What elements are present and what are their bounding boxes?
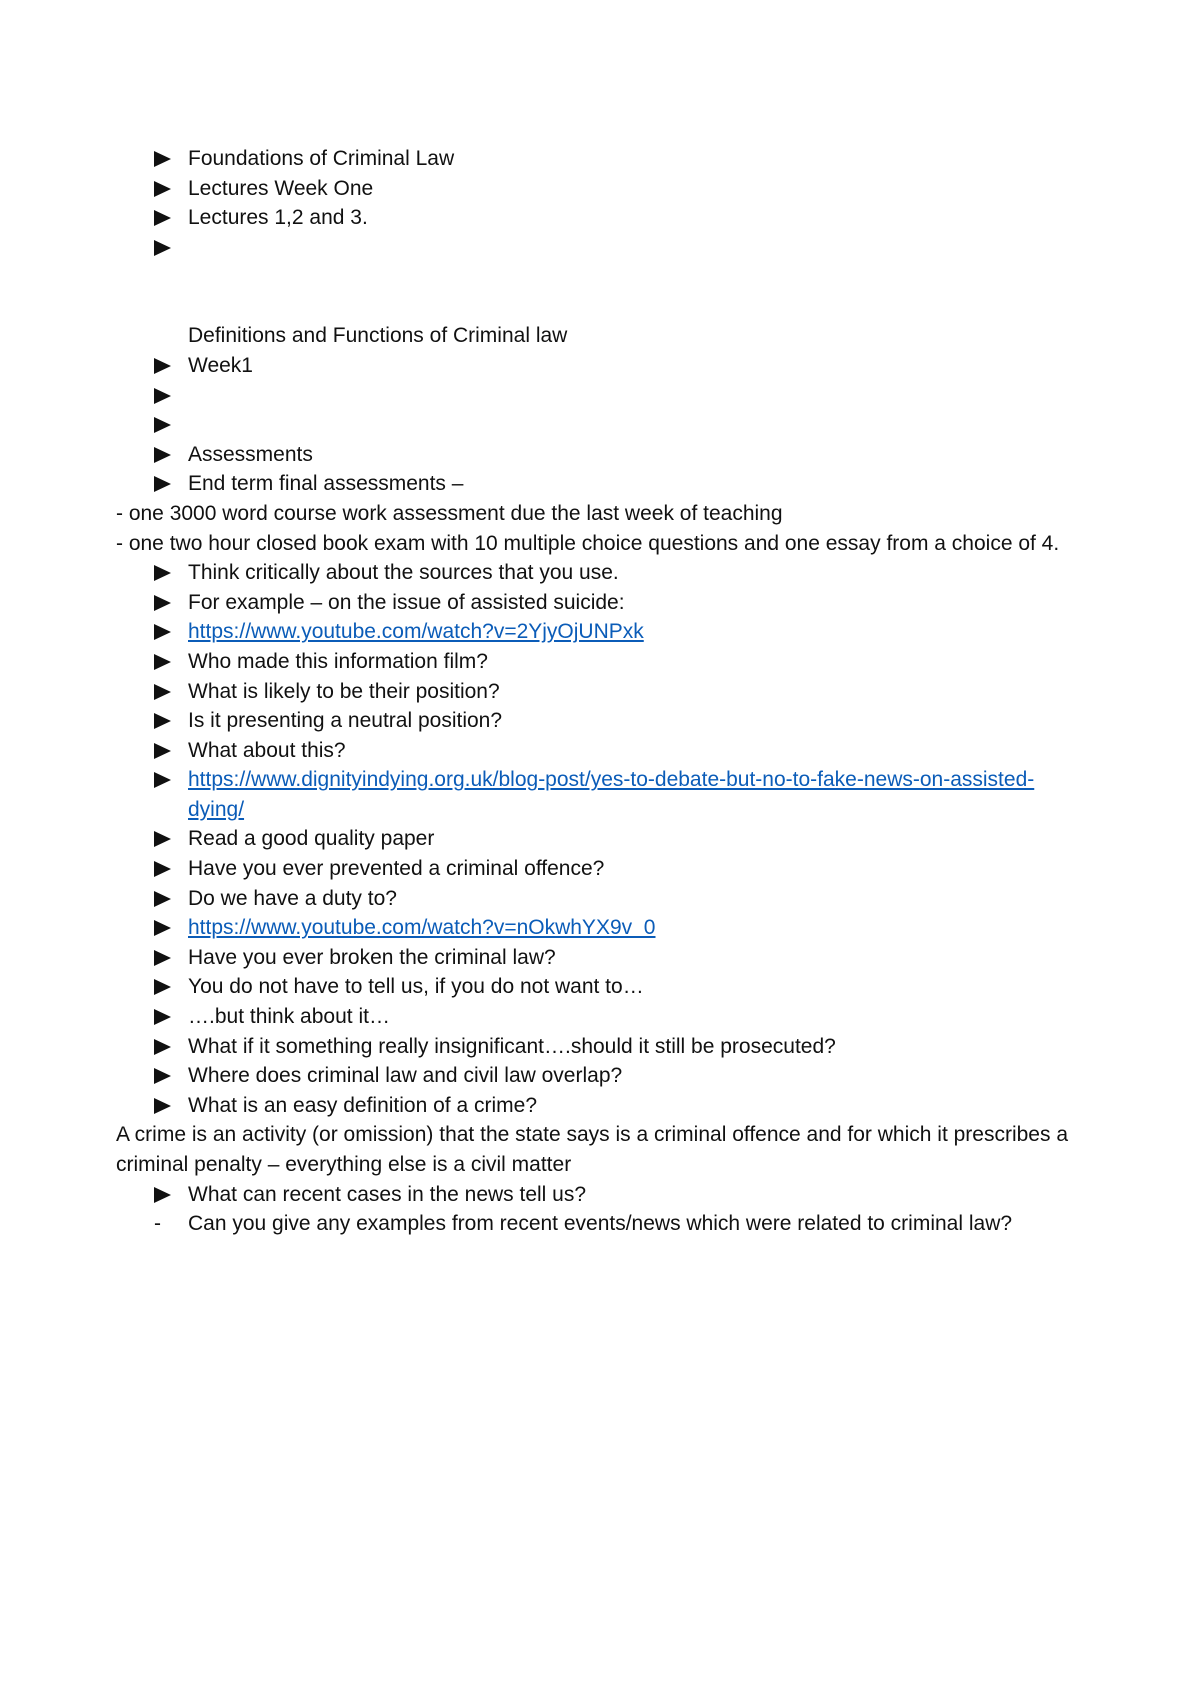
bullet-item — [116, 1002, 1086, 1032]
right-triangle-bullet-icon — [154, 920, 171, 936]
bullet-item — [116, 972, 1086, 1002]
paper-item: Read a good quality paper — [188, 827, 435, 851]
right-triangle-bullet-icon — [154, 1068, 171, 1084]
right-triangle-bullet-icon — [154, 772, 171, 788]
bullet-item — [116, 469, 1086, 499]
dash-bullet: - — [154, 1212, 161, 1236]
right-triangle-bullet-icon — [154, 1039, 171, 1055]
bullet-item — [116, 677, 1086, 707]
right-triangle-bullet-icon — [154, 476, 171, 492]
right-triangle-bullet-icon — [154, 891, 171, 907]
right-triangle-bullet-icon — [154, 181, 171, 197]
right-triangle-bullet-icon — [154, 831, 171, 847]
right-triangle-bullet-icon — [154, 565, 171, 581]
bullet-item — [116, 854, 1086, 884]
right-triangle-bullet-icon — [154, 210, 171, 226]
bullet-item — [116, 1091, 1086, 1121]
right-triangle-bullet-icon — [154, 417, 171, 433]
bullet-item — [116, 647, 1086, 677]
right-triangle-bullet-icon — [154, 1009, 171, 1025]
duty-question: Do we have a duty to? — [188, 886, 397, 910]
section-title: Definitions and Functions of Criminal law — [188, 324, 568, 348]
right-triangle-bullet-icon — [154, 447, 171, 463]
bullet-item — [116, 1180, 1086, 1210]
right-triangle-bullet-icon — [154, 950, 171, 966]
bullet-link-item — [116, 913, 1086, 943]
right-triangle-bullet-icon — [154, 1098, 171, 1114]
recent-cases-question: What can recent cases in the news tell us? — [188, 1182, 587, 1206]
source-question: Is it presenting a neutral position? — [188, 709, 503, 733]
assisted-suicide-example: For example – on the issue of assisted suicide: — [188, 590, 625, 614]
right-triangle-bullet-icon — [154, 684, 171, 700]
law-question: What is an easy definition of a crime? — [188, 1093, 538, 1117]
bullet-item — [116, 736, 1086, 766]
bullet-item — [116, 203, 1086, 233]
recent-events-question: Can you give any examples from recent events/news which were related to criminal law? — [188, 1212, 1013, 1236]
youtube-link-2[interactable]: https://www.youtube.com/watch?v=nOkwhYX9v_0 — [188, 916, 656, 940]
right-triangle-bullet-icon — [154, 861, 171, 877]
bullet-item — [116, 588, 1086, 618]
law-question: You do not have to tell us, if you do not want to… — [188, 975, 644, 999]
bullet-item — [116, 558, 1086, 588]
law-question: ….but think about it… — [188, 1005, 390, 1029]
right-triangle-bullet-icon — [154, 713, 171, 729]
right-triangle-bullet-icon — [154, 1187, 171, 1203]
bullet-item — [116, 884, 1086, 914]
source-question: What about this? — [188, 738, 346, 762]
right-triangle-bullet-icon — [154, 595, 171, 611]
right-triangle-bullet-icon — [154, 240, 171, 256]
right-triangle-bullet-icon — [154, 743, 171, 759]
bullet-item — [116, 1032, 1086, 1062]
dash-item — [116, 1209, 1086, 1239]
critical-thinking-item: Think critically about the sources that you use. — [188, 561, 619, 585]
bullet-link-item — [116, 617, 1086, 647]
lecture-notes — [116, 144, 1086, 1239]
course-title: Foundations of Criminal Law — [188, 147, 455, 170]
assessments-heading: Assessments — [188, 442, 313, 466]
right-triangle-bullet-icon — [154, 654, 171, 670]
right-triangle-bullet-icon — [154, 388, 171, 404]
bullet-item — [116, 824, 1086, 854]
coursework-assessment-line: - one 3000 word course work assessment due the last week of teaching — [116, 501, 783, 525]
bullet-item — [116, 706, 1086, 736]
bullet-item — [116, 943, 1086, 973]
right-triangle-bullet-icon — [154, 151, 171, 167]
empty-bullet-item — [116, 410, 1086, 440]
bullet-link-item — [116, 765, 1086, 824]
exam-assessment-line: - one two hour closed book exam with 10 multiple choice questions and one essay from a choice of 4. — [116, 531, 1060, 555]
source-question: What is likely to be their position? — [188, 679, 500, 703]
law-question: What if it something really insignificant….should it still be prosecuted? — [188, 1034, 836, 1058]
paragraph-gap — [116, 262, 1086, 321]
lecture-week: Lectures Week One — [188, 176, 374, 200]
lecture-numbers: Lectures 1,2 and 3. — [188, 206, 368, 230]
week-label: Week1 — [188, 353, 253, 377]
dignity-in-dying-link[interactable]: https://www.dignityindying.org.uk/blog-post/yes-to-debate-but-no-to-fake-news-on-assisted-dying/ — [188, 768, 1035, 821]
bullet-item — [116, 440, 1086, 470]
right-triangle-bullet-icon — [154, 979, 171, 995]
empty-bullet-item — [116, 381, 1086, 411]
law-question: Have you ever broken the criminal law? — [188, 945, 556, 969]
bullet-item — [116, 144, 1086, 174]
law-question: Where does criminal law and civil law overlap? — [188, 1064, 623, 1088]
bullet-item — [116, 1061, 1086, 1091]
right-triangle-bullet-icon — [154, 358, 171, 374]
empty-bullet-item — [116, 233, 1086, 263]
prevented-offence-question: Have you ever prevented a criminal offence? — [188, 857, 605, 881]
youtube-link-1[interactable]: https://www.youtube.com/watch?v=2YjyOjUNPxk — [188, 620, 644, 644]
source-question: Who made this information film? — [188, 649, 488, 673]
final-assessments: End term final assessments – — [188, 472, 464, 496]
bullet-item — [116, 351, 1086, 381]
right-triangle-bullet-icon — [154, 624, 171, 640]
bullet-item — [116, 174, 1086, 204]
crime-definition: A crime is an activity (or omission) that the state says is a criminal offence and for which it prescribes a criminal penalty – everything else is a civil matter — [116, 1123, 1068, 1176]
